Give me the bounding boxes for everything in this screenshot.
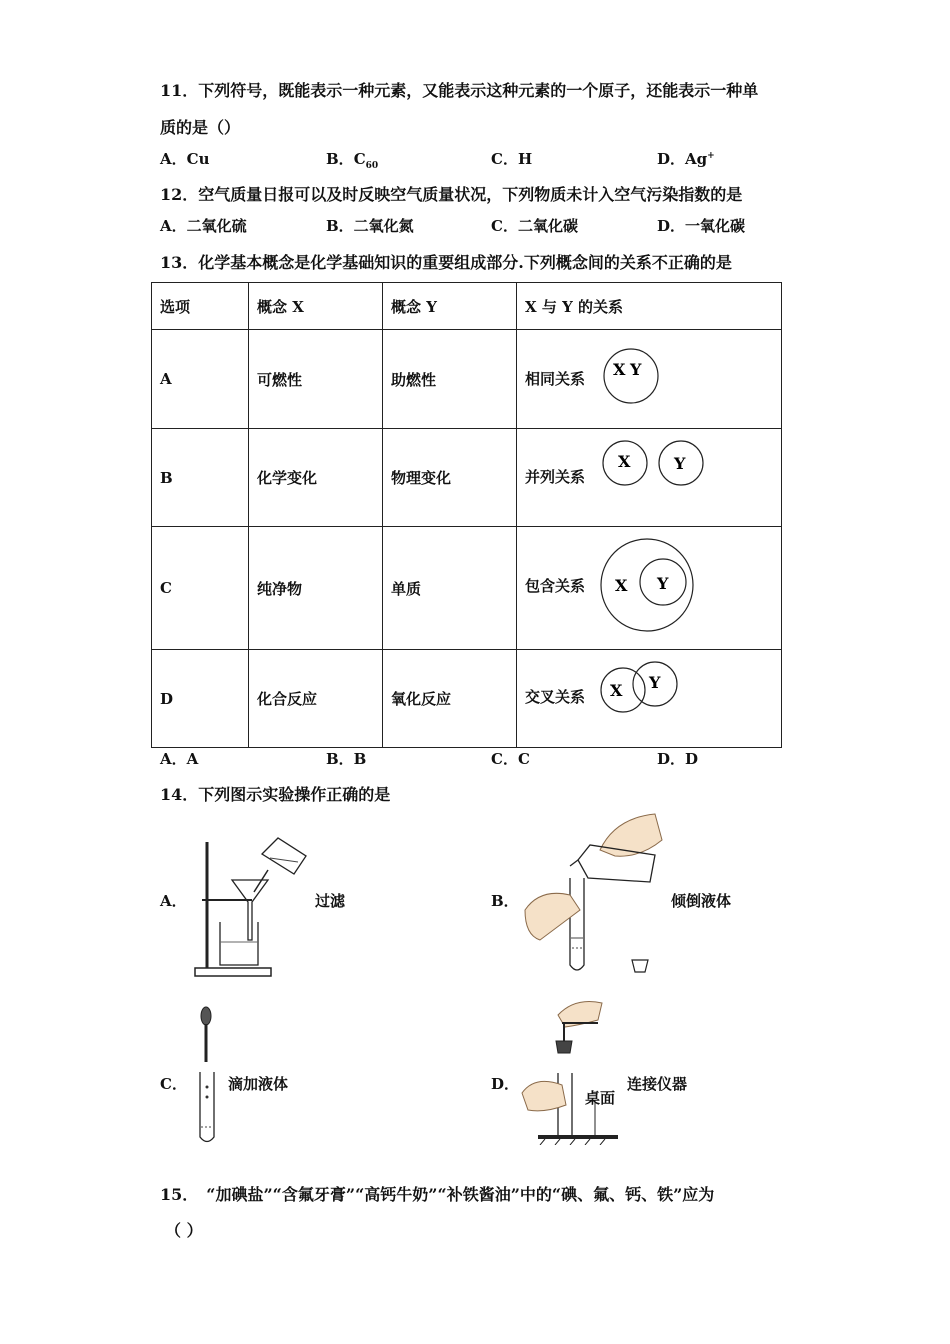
venn-parallel-diagram [601,437,711,497]
header-concept-x: 概念 X [249,283,383,330]
row-concept-x: 可燃性 [249,330,383,429]
venn-y-label: Y [657,574,669,593]
table-surface-label: 桌面 [585,1089,616,1107]
q12-option-c[interactable]: C．二氧化碳 [491,217,578,235]
q14-stem: 14．下列图示实验操作正确的是 [160,785,391,804]
row-option: D [152,650,249,748]
venn-y-label: Y [630,360,642,379]
row-option: A [152,330,249,429]
q14-caption-c: 滴加液体 [228,1075,289,1093]
relation-label: 包含关系 [525,577,586,595]
row-concept-x: 纯净物 [249,527,383,650]
header-option: 选项 [152,283,249,330]
q11-option-b[interactable]: B．$C_{60}$ [326,150,379,171]
q12-option-d[interactable]: D．一氧化碳 [657,217,746,235]
row-relation [517,527,782,650]
q14-option-a-letter[interactable]: A． [160,892,187,910]
filtration-apparatus-image [190,830,315,980]
connecting-apparatus-image [520,995,625,1145]
q11-option-c[interactable]: C．H [491,150,533,168]
q14-caption-b: 倾倒液体 [671,892,732,910]
row-relation [517,330,782,429]
row-relation [517,429,782,527]
q14-option-c-letter[interactable]: C． [160,1075,187,1093]
q13-table [151,282,782,748]
table-row [152,527,782,650]
pouring-liquid-image [520,810,670,980]
q12-option-a[interactable]: A．二氧化硫 [160,217,247,235]
venn-x-label: X [615,576,628,595]
q11-option-a[interactable]: A．Cu [160,150,210,168]
row-option: C [152,527,249,650]
venn-same-diagram [601,346,665,410]
q11-stem-line2: 质的是（） [160,118,241,137]
q14-option-b-letter[interactable]: B． [491,892,519,910]
table-header-row [152,283,782,330]
q13-option-d[interactable]: D．D [657,750,699,768]
venn-cross-diagram [599,656,683,716]
header-relation: X 与 Y 的关系 [517,283,782,330]
venn-y-label: Y [649,673,661,692]
q11-stem-line1: 11．下列符号，既能表示一种元素，又能表示这种元素的一个原子，还能表示一种单 [160,81,759,100]
q13-stem: 13．化学基本概念是化学基础知识的重要组成部分.下列概念间的关系不正确的是 [160,253,732,272]
table-row [152,429,782,527]
q15-stem-line2: （ ） [165,1221,203,1240]
row-option: B [152,429,249,527]
row-concept-y: 助燃性 [383,330,517,429]
table-row [152,330,782,429]
venn-x-label: X [618,452,631,471]
row-concept-x: 化合反应 [249,650,383,748]
row-concept-y: 物理变化 [383,429,517,527]
q14-caption-a: 过滤 [315,892,346,910]
relation-label: 交叉关系 [525,688,586,706]
row-concept-y: 单质 [383,527,517,650]
row-concept-y: 氧化反应 [383,650,517,748]
q14-caption-d: 连接仪器 [627,1075,688,1093]
venn-x-label: X [613,360,626,379]
table-row [152,650,782,748]
q13-option-c[interactable]: C．C [491,750,530,768]
q14-option-d-letter[interactable]: D． [491,1075,520,1093]
q12-option-b[interactable]: B．二氧化氮 [326,217,414,235]
row-concept-x: 化学变化 [249,429,383,527]
row-relation [517,650,782,748]
venn-x-label: X [610,681,623,700]
q11-option-d[interactable]: D．Ag+ [657,150,715,168]
q12-stem: 12．空气质量日报可以及时反映空气质量状况，下列物质未计入空气污染指数的是 [160,185,743,204]
relation-label: 并列关系 [525,468,586,486]
q13-option-a[interactable]: A．A [160,750,199,768]
header-concept-y: 概念 Y [383,283,517,330]
venn-y-label: Y [674,454,686,473]
relation-label: 相同关系 [525,370,586,388]
dropping-liquid-image [190,1002,230,1147]
q13-option-b[interactable]: B．B [326,750,367,768]
venn-include-diagram [599,537,699,637]
q15-stem-line1: 15． “加碘盐”“含氟牙膏”“高钙牛奶”“补铁酱油”中的“碘、氟、钙、铁”应为 [160,1185,715,1204]
